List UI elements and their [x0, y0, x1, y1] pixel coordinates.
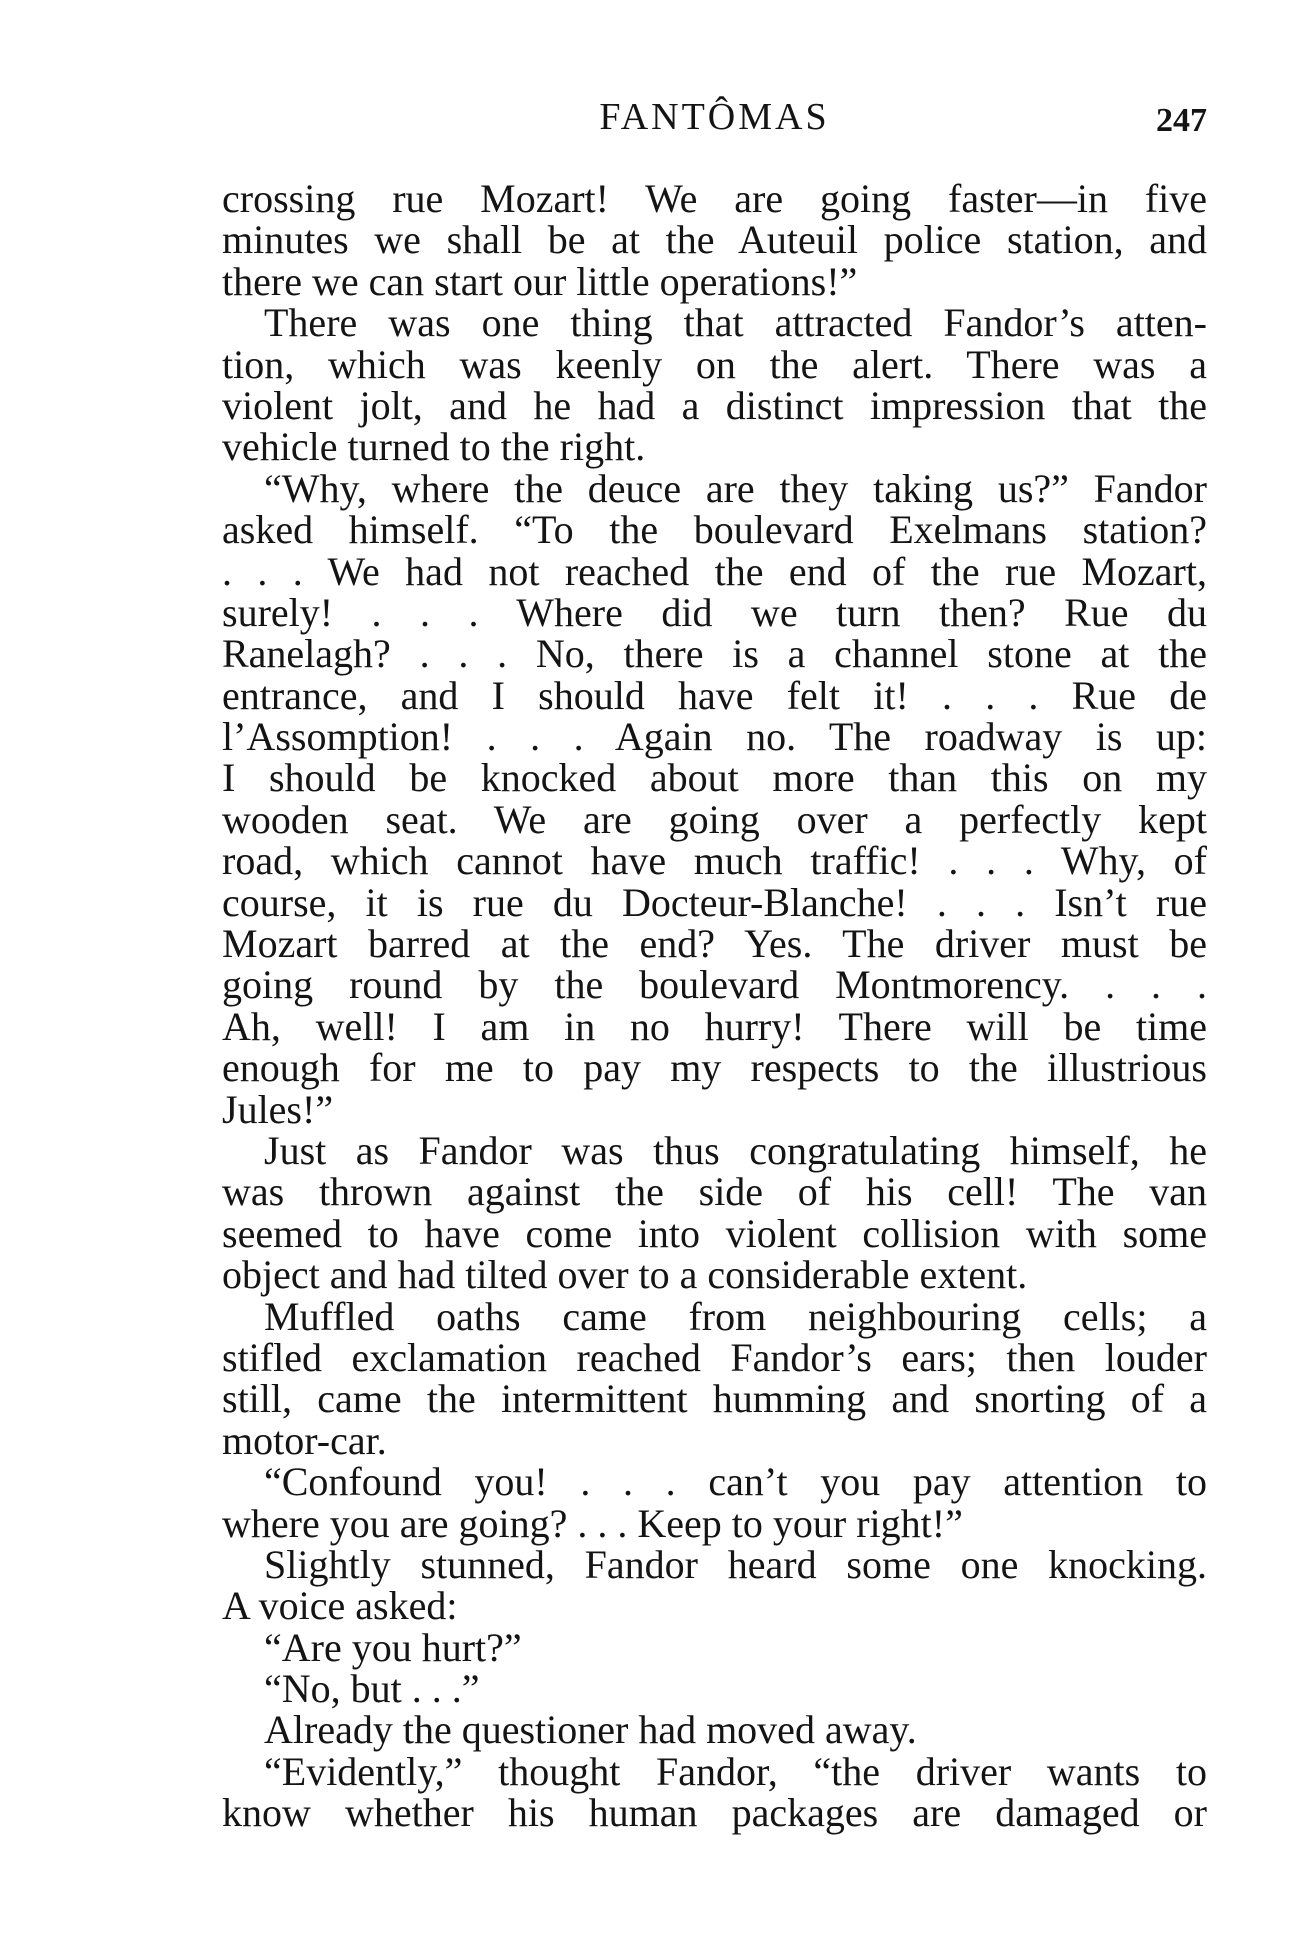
text-line: there we can start our little operations!”: [222, 258, 858, 304]
body-text: [222, 178, 1207, 1834]
text-line: wooden seat. We are going over a perfectly kept: [222, 796, 1207, 842]
text-line: crossing rue Mozart! We are going faster—in five: [222, 176, 1207, 221]
text-line: minutes we shall be at the Auteuil police station, and: [222, 217, 1207, 263]
text-line: enough for me to pay my respects to the illustrious: [222, 1045, 1207, 1091]
paragraph: [222, 178, 1207, 302]
text-line: violent jolt, and he had a distinct impression that the: [222, 382, 1207, 428]
text-line: There was one thing that attracted Fandor’s atten-: [264, 300, 1207, 346]
paragraph: [222, 1707, 1207, 1753]
text-line: “Evidently,” thought Fandor, “the driver wants to: [264, 1748, 1207, 1794]
text-line: Mozart barred at the end? Yes. The driver must be: [222, 921, 1207, 967]
paragraph: [222, 1541, 1207, 1629]
text-line: Jules!”: [222, 1086, 334, 1132]
text-line: Muffled oaths came from neighbouring cells; a: [264, 1293, 1207, 1339]
paragraph: [222, 465, 1207, 1132]
text-line: tion, which was keenly on the alert. There was a: [222, 341, 1207, 387]
text-line: Ranelagh? . . . No, there is a channel stone at the: [222, 631, 1207, 677]
text-line: . . . We had not reached the end of the rue Mozart,: [222, 548, 1207, 594]
text-line: surely! . . . Where did we turn then? Rue du: [222, 589, 1207, 635]
text-line: Slightly stunned, Fandor heard some one knocking.: [264, 1541, 1207, 1587]
paragraph: [222, 302, 1207, 468]
page-number: 247: [1156, 102, 1207, 139]
paragraph: [222, 1666, 1207, 1712]
paragraph: [222, 1127, 1207, 1298]
paragraph: [222, 1748, 1207, 1836]
text-line: vehicle turned to the right.: [222, 424, 646, 470]
text-line: I should be knocked about more than this on my: [222, 755, 1207, 801]
text-line: was thrown against the side of his cell! The van: [222, 1169, 1207, 1215]
text-line: entrance, and I should have felt it! . . . Rue de: [222, 672, 1207, 718]
text-line: “No, but . . .”: [264, 1666, 480, 1712]
text-line: object and had tilted over to a considerable extent.: [222, 1252, 1028, 1298]
text-line: A voice asked:: [222, 1583, 458, 1629]
paragraph: [222, 1293, 1207, 1463]
text-line: Just as Fandor was thus congratulating himself, he: [264, 1127, 1207, 1173]
text-line: where you are going? . . . Keep to your right!”: [222, 1500, 963, 1546]
text-line: going round by the boulevard Montmorency. . . .: [222, 962, 1207, 1008]
text-line: course, it is rue du Docteur-Blanche! . . . Isn’t rue: [222, 879, 1207, 925]
paragraph: [222, 1624, 1207, 1670]
text-line: motor-car.: [222, 1417, 387, 1463]
running-head: [222, 92, 1207, 142]
text-line: seemed to have come into violent collision with some: [222, 1210, 1207, 1256]
text-line: road, which cannot have much traffic! . . . Why, of: [222, 838, 1207, 884]
text-line: stifled exclamation reached Fandor’s ears; then louder: [222, 1334, 1207, 1380]
running-title: FANTÔMAS: [599, 96, 830, 138]
text-line: asked himself. “To the boulevard Exelmans station?: [222, 507, 1207, 553]
text-line: l’Assomption! . . . Again no. The roadway is up:: [222, 714, 1207, 760]
paragraph: [222, 1461, 1207, 1544]
text-line: know whether his human packages are damaged or: [222, 1790, 1207, 1836]
text-line: still, came the intermittent humming and snorting of a: [222, 1376, 1207, 1422]
text-line: Ah, well! I am in no hurry! There will be time: [222, 1003, 1207, 1049]
text-line: “Why, where the deuce are they taking us?” Fandor: [264, 465, 1207, 511]
text-line: “Are you hurt?”: [264, 1624, 522, 1670]
text-line: Already the questioner had moved away.: [264, 1707, 917, 1753]
text-line: “Confound you! . . . can’t you pay attention to: [264, 1459, 1207, 1505]
